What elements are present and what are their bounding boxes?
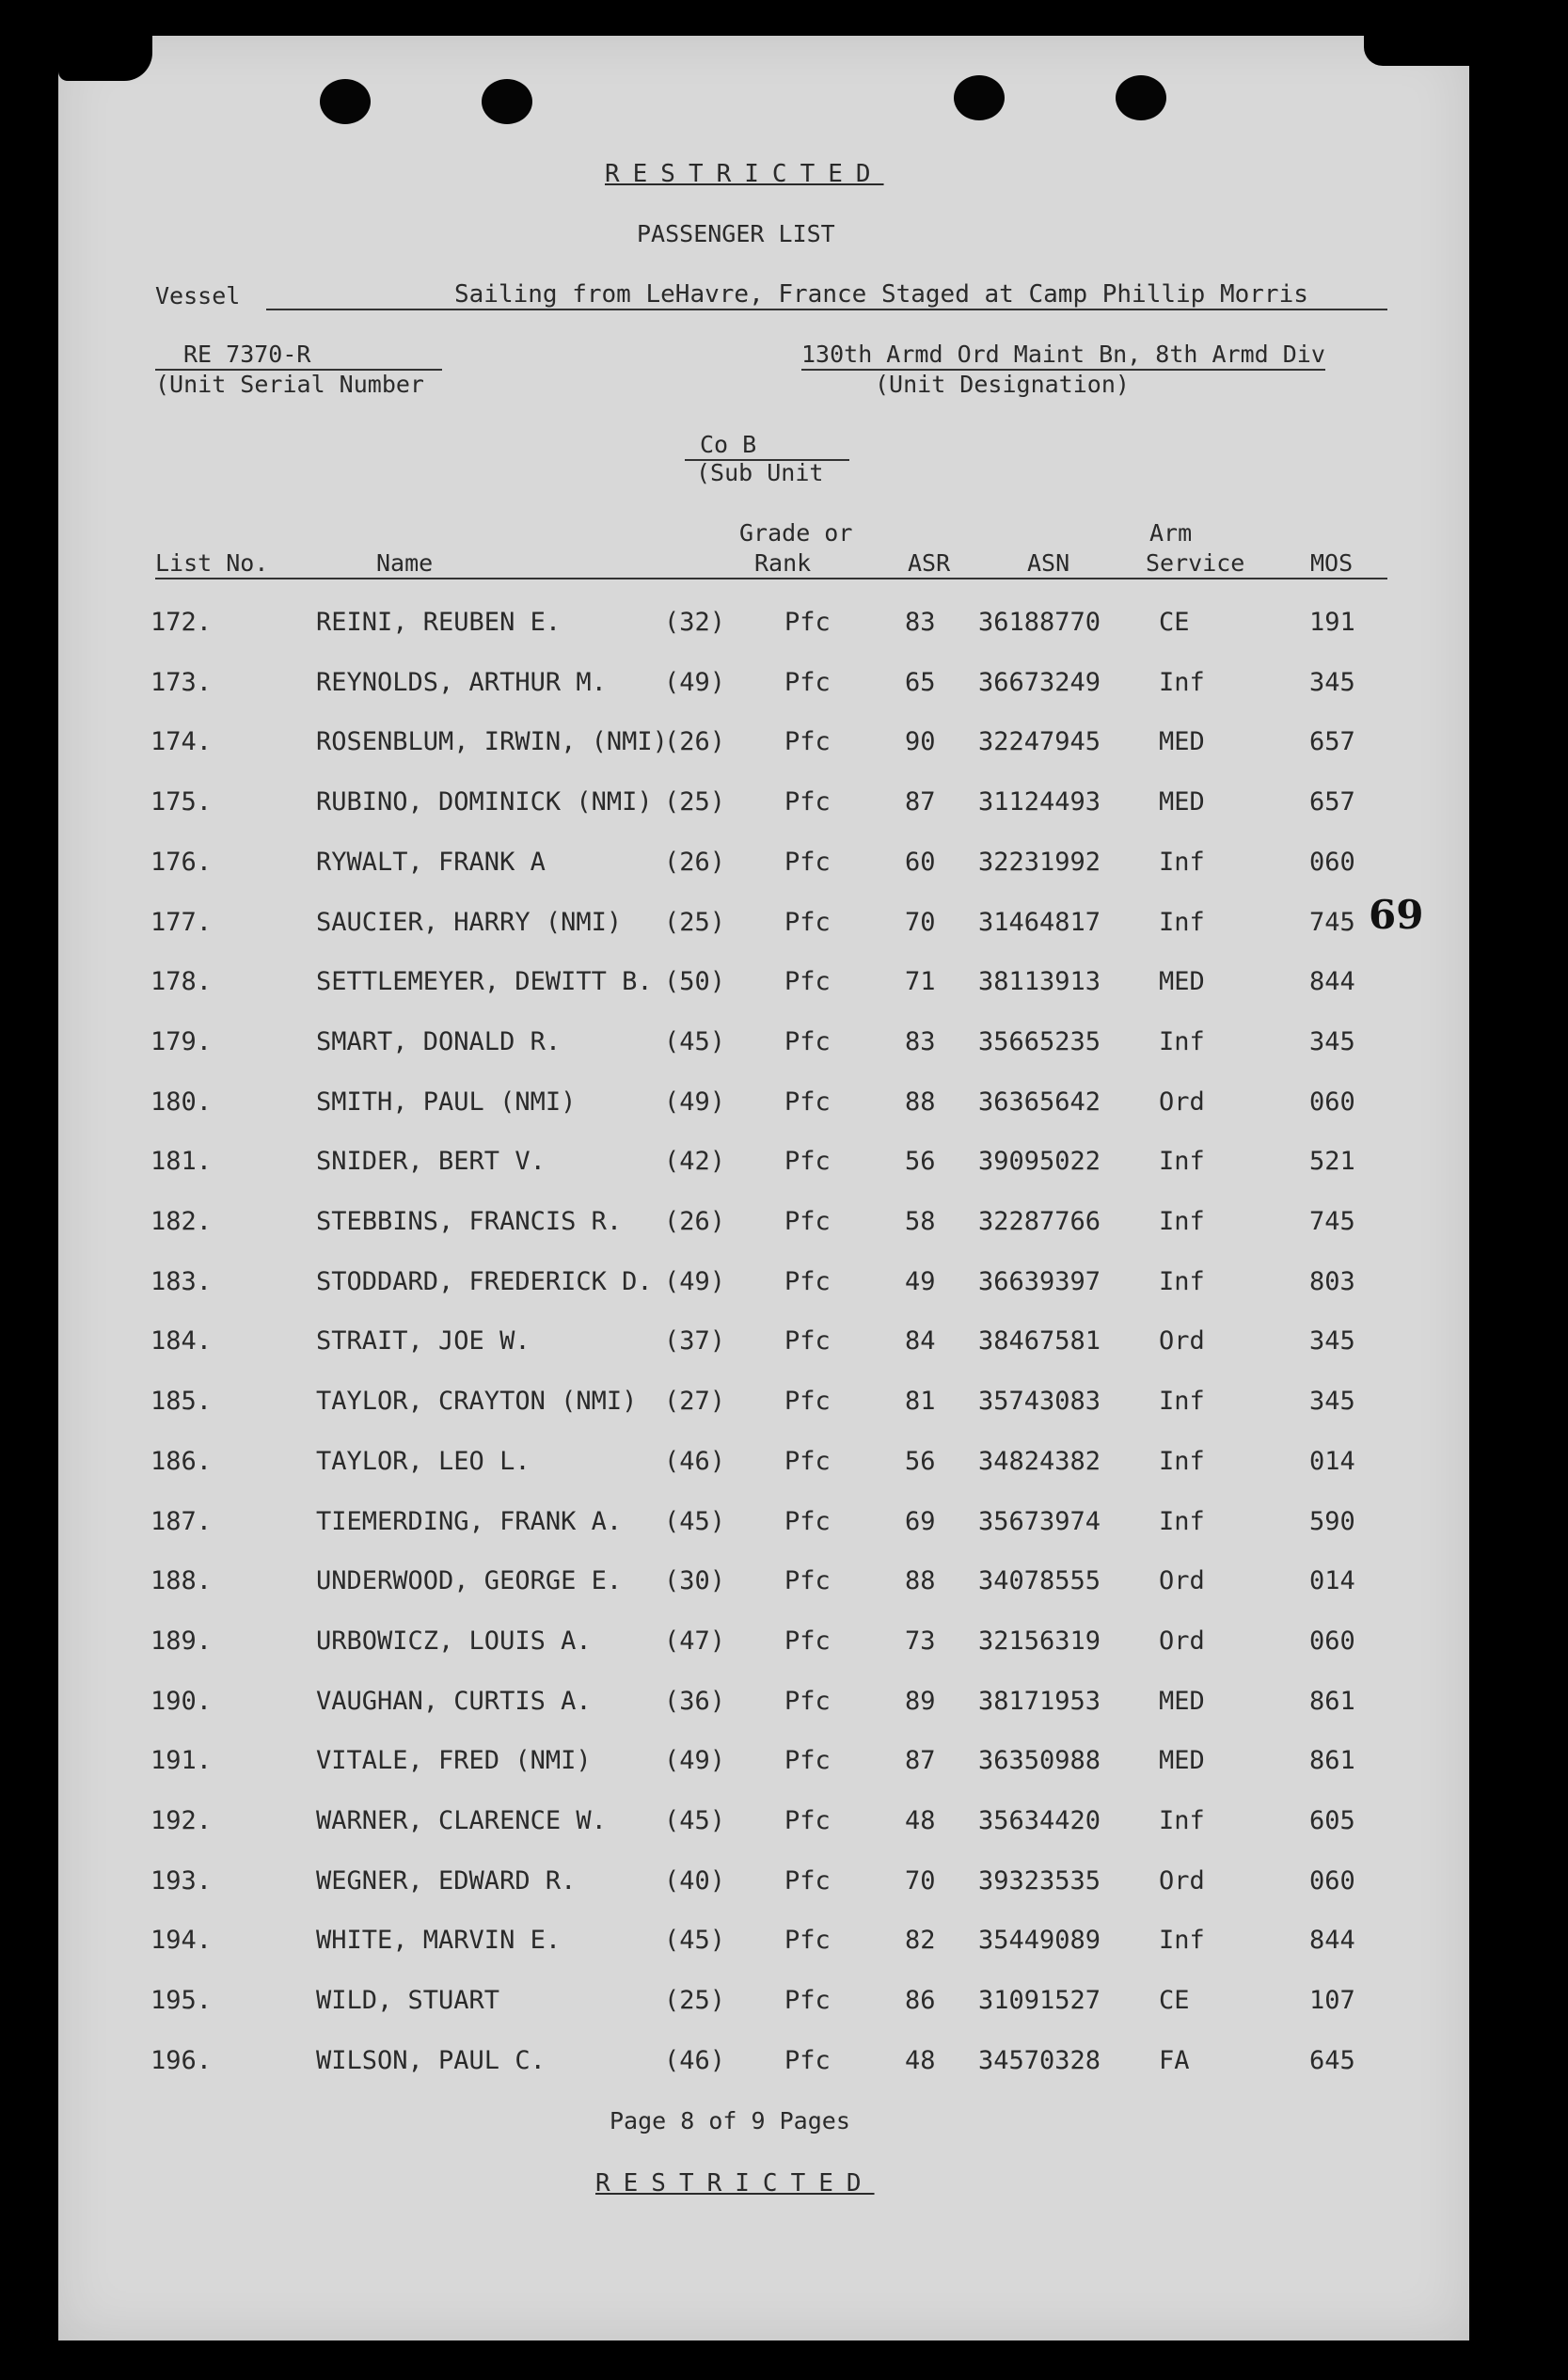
grade: Pfc — [784, 2046, 831, 2075]
vessel-label: Vessel — [155, 282, 241, 309]
page-stamp-number: 69 — [1369, 892, 1424, 938]
list-number: 182. — [150, 1207, 213, 1236]
mos: 521 — [1309, 1147, 1355, 1176]
asn: 35634420 — [978, 1806, 1101, 1835]
mos: 345 — [1309, 1326, 1355, 1356]
torn-corner-left — [58, 36, 152, 81]
passenger-name: REINI, REUBEN E. — [316, 608, 562, 637]
asn: 36350988 — [978, 1746, 1101, 1775]
grade: Pfc — [784, 1326, 831, 1356]
passenger-name: STRAIT, JOE W. — [316, 1326, 531, 1356]
asn: 38113913 — [978, 967, 1101, 996]
asr: 73 — [905, 1626, 936, 1656]
mos: 060 — [1309, 848, 1355, 877]
age: (45) — [664, 1926, 726, 1955]
list-number: 187. — [150, 1507, 213, 1536]
passenger-name: SNIDER, BERT V. — [316, 1147, 546, 1176]
list-number: 179. — [150, 1027, 213, 1056]
sub-unit: Co B — [685, 431, 849, 461]
arm-service: Ord — [1159, 1866, 1205, 1896]
grade: Pfc — [784, 1746, 831, 1775]
passenger-name: UNDERWOOD, GEORGE E. — [316, 1566, 623, 1595]
torn-corner-right — [1364, 36, 1469, 66]
age: (45) — [664, 1027, 726, 1056]
table-row — [0, 967, 1568, 1005]
mos: 605 — [1309, 1806, 1355, 1835]
grade: Pfc — [784, 1147, 831, 1176]
asr: 83 — [905, 608, 936, 637]
asn: 39323535 — [978, 1866, 1101, 1896]
age: (25) — [664, 787, 726, 817]
col-grade-bottom: Rank — [754, 549, 812, 577]
table-row — [0, 1326, 1568, 1364]
mos: 803 — [1309, 1267, 1355, 1296]
age: (45) — [664, 1806, 726, 1835]
table-row — [0, 787, 1568, 825]
asr: 60 — [905, 848, 936, 877]
list-number: 194. — [150, 1926, 213, 1955]
asr: 58 — [905, 1207, 936, 1236]
table-row — [0, 1147, 1568, 1184]
age: (30) — [664, 1566, 726, 1595]
age: (49) — [664, 1267, 726, 1296]
grade: Pfc — [784, 1926, 831, 1955]
passenger-name: TIEMERDING, FRANK A. — [316, 1507, 623, 1536]
asn: 32247945 — [978, 727, 1101, 756]
grade: Pfc — [784, 1866, 831, 1896]
mos: 014 — [1309, 1566, 1355, 1595]
list-number: 195. — [150, 1986, 213, 2015]
col-name: Name — [376, 549, 434, 577]
passenger-name: WHITE, MARVIN E. — [316, 1926, 562, 1955]
age: (42) — [664, 1147, 726, 1176]
asr: 48 — [905, 2046, 936, 2075]
arm-service: Inf — [1159, 1387, 1205, 1416]
page-indicator: Page 8 of 9 Pages — [610, 2107, 850, 2134]
passenger-name: SETTLEMEYER, DEWITT B. — [316, 967, 653, 996]
grade: Pfc — [784, 608, 831, 637]
arm-service: Ord — [1159, 1326, 1205, 1356]
arm-service: MED — [1159, 1746, 1205, 1775]
age: (45) — [664, 1507, 726, 1536]
arm-service: Inf — [1159, 1507, 1205, 1536]
asr: 56 — [905, 1447, 936, 1476]
mos: 107 — [1309, 1986, 1355, 2015]
table-row — [0, 1746, 1568, 1784]
col-asn: ASN — [1027, 549, 1070, 577]
list-number: 183. — [150, 1267, 213, 1296]
grade: Pfc — [784, 1027, 831, 1056]
mos: 590 — [1309, 1507, 1355, 1536]
list-number: 177. — [150, 908, 213, 937]
grade: Pfc — [784, 848, 831, 877]
age: (37) — [664, 1326, 726, 1356]
table-row — [0, 1986, 1568, 2023]
list-number: 184. — [150, 1326, 213, 1356]
asn: 31124493 — [978, 787, 1101, 817]
table-row — [0, 908, 1568, 945]
grade: Pfc — [784, 1447, 831, 1476]
unit-serial-label: (Unit Serial Number — [155, 371, 424, 398]
asr: 83 — [905, 1027, 936, 1056]
col-arm-top: Arm — [1149, 519, 1193, 547]
asr: 82 — [905, 1926, 936, 1955]
passenger-name: TAYLOR, CRAYTON (NMI) — [316, 1387, 638, 1416]
passenger-name: WARNER, CLARENCE W. — [316, 1806, 607, 1835]
table-row — [0, 1447, 1568, 1484]
table-row — [0, 1387, 1568, 1424]
arm-service: MED — [1159, 967, 1205, 996]
arm-service: Inf — [1159, 1147, 1205, 1176]
asn: 32287766 — [978, 1207, 1101, 1236]
mos: 014 — [1309, 1447, 1355, 1476]
mos: 844 — [1309, 967, 1355, 996]
asr: 70 — [905, 1866, 936, 1896]
mos: 060 — [1309, 1087, 1355, 1117]
arm-service: CE — [1159, 608, 1190, 637]
list-number: 180. — [150, 1087, 213, 1117]
age: (32) — [664, 608, 726, 637]
mos: 345 — [1309, 668, 1355, 697]
asn: 38171953 — [978, 1687, 1101, 1716]
arm-service: Inf — [1159, 1267, 1205, 1296]
list-number: 181. — [150, 1147, 213, 1176]
table-row — [0, 848, 1568, 885]
grade: Pfc — [784, 1806, 831, 1835]
list-number: 196. — [150, 2046, 213, 2075]
mos: 657 — [1309, 787, 1355, 817]
sub-unit-label: (Sub Unit — [696, 459, 824, 486]
asr: 87 — [905, 1746, 936, 1775]
grade: Pfc — [784, 908, 831, 937]
asn: 32231992 — [978, 848, 1101, 877]
punch-hole-4 — [1116, 75, 1166, 120]
mos: 645 — [1309, 2046, 1355, 2075]
asn: 39095022 — [978, 1147, 1101, 1176]
age: (26) — [664, 727, 726, 756]
arm-service: CE — [1159, 1986, 1190, 2015]
passenger-name: STODDARD, FREDERICK D. — [316, 1267, 653, 1296]
age: (26) — [664, 848, 726, 877]
list-number: 172. — [150, 608, 213, 637]
grade: Pfc — [784, 967, 831, 996]
mos: 745 — [1309, 1207, 1355, 1236]
vessel-value: Sailing from LeHavre, France Staged at Camp Phillip Morris — [454, 280, 1387, 310]
arm-service: Inf — [1159, 848, 1205, 877]
table-row — [0, 1926, 1568, 1963]
list-number: 190. — [150, 1687, 213, 1716]
passenger-name: TAYLOR, LEO L. — [316, 1447, 531, 1476]
table-row — [0, 1267, 1568, 1305]
age: (26) — [664, 1207, 726, 1236]
table-row — [0, 1087, 1568, 1125]
table-row — [0, 1626, 1568, 1664]
passenger-name: SMART, DONALD R. — [316, 1027, 562, 1056]
table-row — [0, 1687, 1568, 1724]
asn: 34570328 — [978, 2046, 1101, 2075]
asr: 86 — [905, 1986, 936, 2015]
asn: 35665235 — [978, 1027, 1101, 1056]
punch-hole-1 — [320, 79, 371, 124]
asn: 35743083 — [978, 1387, 1101, 1416]
grade: Pfc — [784, 1267, 831, 1296]
grade: Pfc — [784, 1507, 831, 1536]
age: (47) — [664, 1626, 726, 1656]
asr: 56 — [905, 1147, 936, 1176]
asr: 88 — [905, 1566, 936, 1595]
arm-service: Ord — [1159, 1087, 1205, 1117]
arm-service: Inf — [1159, 668, 1205, 697]
asn: 35449089 — [978, 1926, 1101, 1955]
grade: Pfc — [784, 668, 831, 697]
age: (25) — [664, 1986, 726, 2015]
mos: 060 — [1309, 1866, 1355, 1896]
asn: 31091527 — [978, 1986, 1101, 2015]
punch-hole-2 — [482, 79, 532, 124]
asr: 70 — [905, 908, 936, 937]
age: (46) — [664, 1447, 726, 1476]
list-number: 192. — [150, 1806, 213, 1835]
mos: 345 — [1309, 1027, 1355, 1056]
arm-service: Inf — [1159, 1926, 1205, 1955]
age: (49) — [664, 1087, 726, 1117]
asr: 81 — [905, 1387, 936, 1416]
col-mos: MOS — [1310, 549, 1354, 577]
age: (27) — [664, 1387, 726, 1416]
passenger-name: VAUGHAN, CURTIS A. — [316, 1687, 592, 1716]
passenger-name: RYWALT, FRANK A — [316, 848, 546, 877]
asn: 34078555 — [978, 1566, 1101, 1595]
passenger-name: RUBINO, DOMINICK (NMI) — [316, 787, 653, 817]
asr: 84 — [905, 1326, 936, 1356]
grade: Pfc — [784, 1566, 831, 1595]
unit-designation-label: (Unit Designation) — [875, 371, 1130, 398]
grade: Pfc — [784, 1087, 831, 1117]
list-number: 186. — [150, 1447, 213, 1476]
unit-serial-number: RE 7370-R — [155, 341, 442, 371]
arm-service: FA — [1159, 2046, 1190, 2075]
table-row — [0, 1806, 1568, 1844]
asr: 48 — [905, 1806, 936, 1835]
restricted-footer: RESTRICTED — [595, 2169, 875, 2198]
list-number: 178. — [150, 967, 213, 996]
age: (49) — [664, 668, 726, 697]
age: (49) — [664, 1746, 726, 1775]
table-row — [0, 1566, 1568, 1604]
col-grade-top: Grade or — [739, 519, 853, 547]
mos: 345 — [1309, 1387, 1355, 1416]
list-number: 176. — [150, 848, 213, 877]
passenger-name: WILD, STUART — [316, 1986, 500, 2015]
mos: 191 — [1309, 608, 1355, 637]
passenger-name: ROSENBLUM, IRWIN, (NMI) — [316, 727, 668, 756]
passenger-name: URBOWICZ, LOUIS A. — [316, 1626, 592, 1656]
list-number: 185. — [150, 1387, 213, 1416]
mos: 745 — [1309, 908, 1355, 937]
header-rule — [155, 578, 1387, 579]
arm-service: MED — [1159, 1687, 1205, 1716]
passenger-name: WEGNER, EDWARD R. — [316, 1866, 577, 1896]
arm-service: MED — [1159, 787, 1205, 817]
asn: 36639397 — [978, 1267, 1101, 1296]
asr: 90 — [905, 727, 936, 756]
grade: Pfc — [784, 1626, 831, 1656]
passenger-name: VITALE, FRED (NMI) — [316, 1746, 592, 1775]
asr: 49 — [905, 1267, 936, 1296]
arm-service: MED — [1159, 727, 1205, 756]
grade: Pfc — [784, 727, 831, 756]
grade: Pfc — [784, 1687, 831, 1716]
table-row — [0, 2046, 1568, 2084]
table-row — [0, 1027, 1568, 1065]
passenger-name: SMITH, PAUL (NMI) — [316, 1087, 577, 1117]
age: (50) — [664, 967, 726, 996]
mos: 060 — [1309, 1626, 1355, 1656]
age: (36) — [664, 1687, 726, 1716]
restricted-header: RESTRICTED — [605, 160, 884, 188]
unit-designation: 130th Armd Ord Maint Bn, 8th Armd Div — [801, 341, 1325, 371]
passenger-name: STEBBINS, FRANCIS R. — [316, 1207, 623, 1236]
age: (40) — [664, 1866, 726, 1896]
table-row — [0, 1507, 1568, 1545]
list-number: 175. — [150, 787, 213, 817]
passenger-name: WILSON, PAUL C. — [316, 2046, 546, 2075]
passenger-name: SAUCIER, HARRY (NMI) — [316, 908, 623, 937]
arm-service: Inf — [1159, 1207, 1205, 1236]
asn: 35673974 — [978, 1507, 1101, 1536]
arm-service: Inf — [1159, 1806, 1205, 1835]
asr: 87 — [905, 787, 936, 817]
arm-service: Inf — [1159, 1027, 1205, 1056]
asn: 31464817 — [978, 908, 1101, 937]
mos: 844 — [1309, 1926, 1355, 1955]
asn: 36673249 — [978, 668, 1101, 697]
asn: 32156319 — [978, 1626, 1101, 1656]
mos: 861 — [1309, 1746, 1355, 1775]
asr: 69 — [905, 1507, 936, 1536]
arm-service: Inf — [1159, 1447, 1205, 1476]
list-number: 188. — [150, 1566, 213, 1595]
table-row — [0, 1207, 1568, 1245]
asn: 36365642 — [978, 1087, 1101, 1117]
col-asr: ASR — [908, 549, 951, 577]
asr: 65 — [905, 668, 936, 697]
col-list-no: List No. — [155, 549, 269, 577]
col-arm-bottom: Service — [1146, 549, 1245, 577]
arm-service: Inf — [1159, 908, 1205, 937]
arm-service: Ord — [1159, 1566, 1205, 1595]
table-row — [0, 608, 1568, 645]
list-number: 191. — [150, 1746, 213, 1775]
table-row — [0, 668, 1568, 706]
passenger-name: REYNOLDS, ARTHUR M. — [316, 668, 607, 697]
age: (25) — [664, 908, 726, 937]
list-number: 189. — [150, 1626, 213, 1656]
arm-service: Ord — [1159, 1626, 1205, 1656]
mos: 657 — [1309, 727, 1355, 756]
vessel-blank-line — [266, 309, 454, 310]
table-row — [0, 1866, 1568, 1904]
list-number: 193. — [150, 1866, 213, 1896]
grade: Pfc — [784, 787, 831, 817]
grade: Pfc — [784, 1387, 831, 1416]
asn: 34824382 — [978, 1447, 1101, 1476]
mos: 861 — [1309, 1687, 1355, 1716]
table-row — [0, 727, 1568, 765]
asr: 71 — [905, 967, 936, 996]
punch-hole-3 — [954, 75, 1005, 120]
passenger-list-title: PASSENGER LIST — [637, 220, 835, 247]
list-number: 174. — [150, 727, 213, 756]
age: (46) — [664, 2046, 726, 2075]
grade: Pfc — [784, 1986, 831, 2015]
list-number: 173. — [150, 668, 213, 697]
asn: 36188770 — [978, 608, 1101, 637]
grade: Pfc — [784, 1207, 831, 1236]
asn: 38467581 — [978, 1326, 1101, 1356]
asr: 88 — [905, 1087, 936, 1117]
asr: 89 — [905, 1687, 936, 1716]
